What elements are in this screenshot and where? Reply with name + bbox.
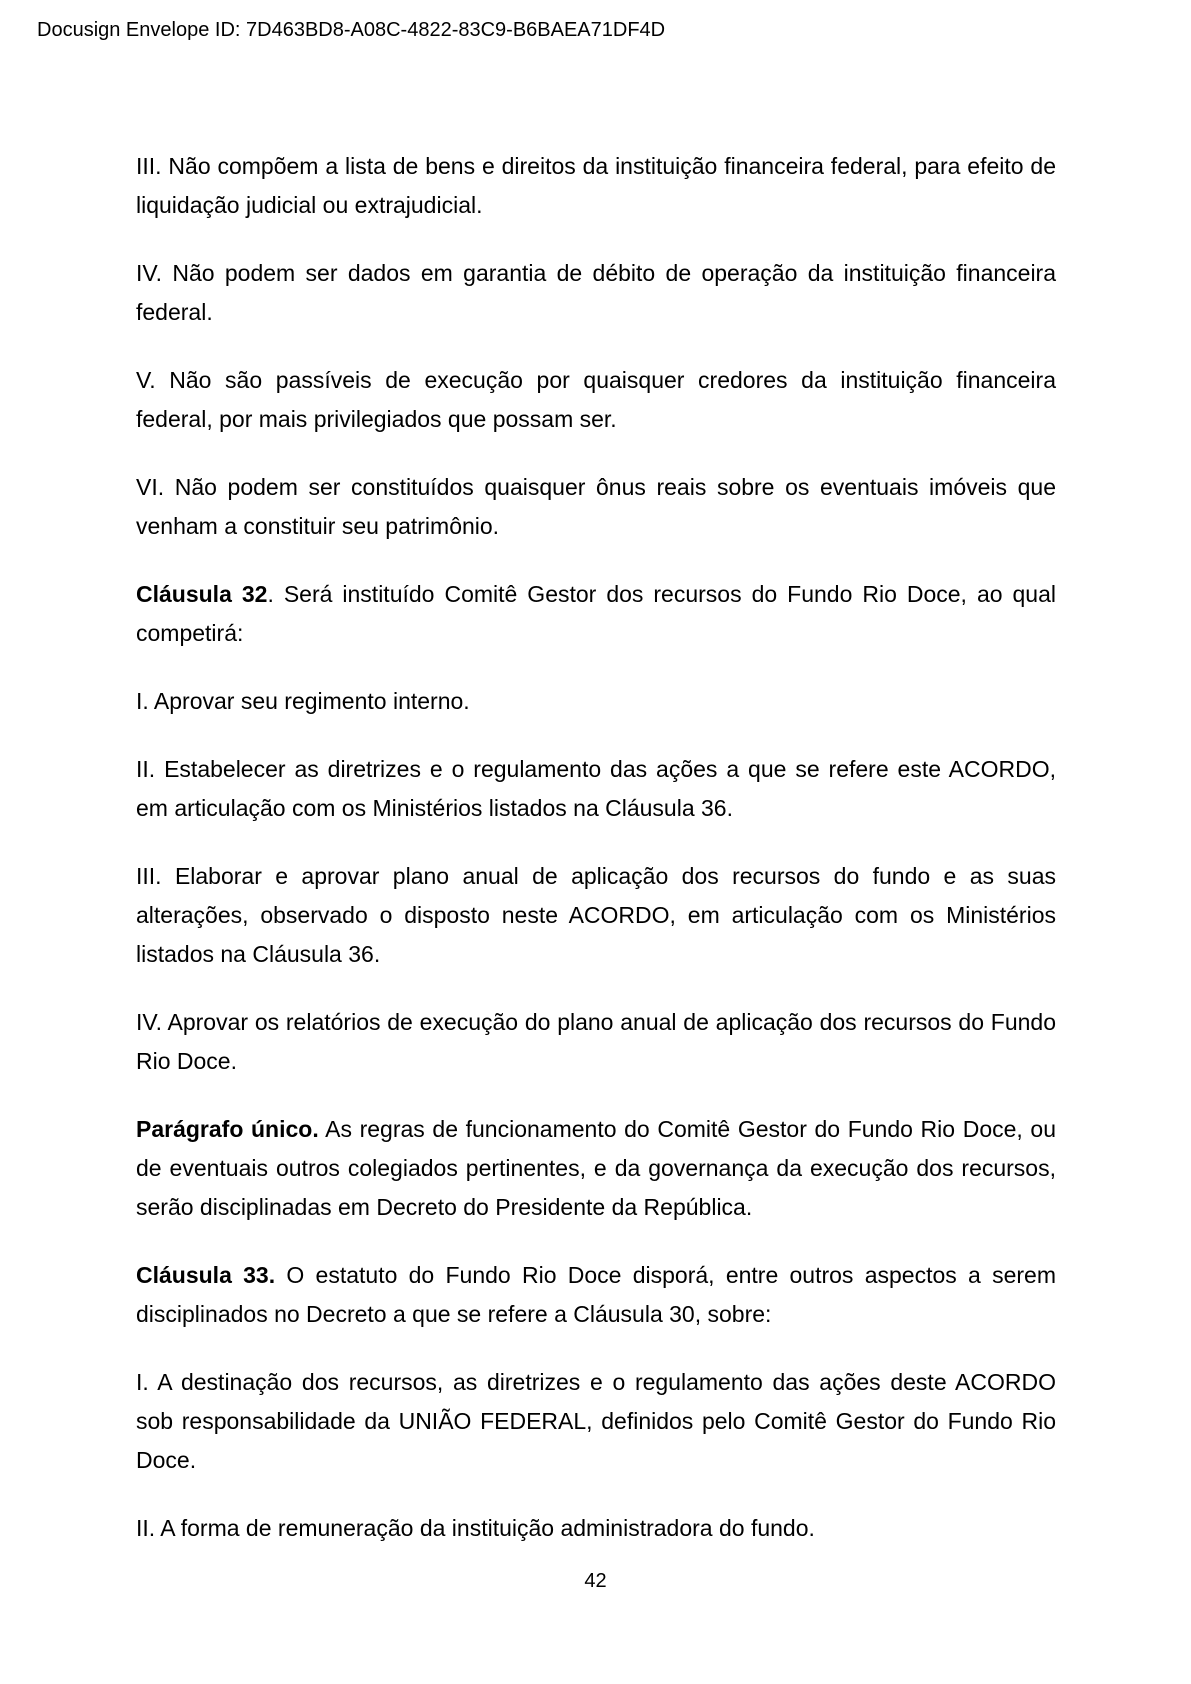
clause-label: Parágrafo único. <box>136 1116 319 1142</box>
paragraph-text: I. A destinação dos recursos, as diretrizes e o regulamento das ações deste ACORDO sob responsabilidade da UNIÃO FEDERAL, definidos pelo Comitê Gestor do Fundo Rio Doce. <box>136 1369 1056 1473</box>
paragraph-text: IV. Aprovar os relatórios de execução do plano anual de aplicação dos recursos do Fundo Rio Doce. <box>136 1009 1056 1074</box>
paragraph-item-iii <box>136 147 1056 225</box>
paragraph-clausula-33 <box>136 1256 1056 1334</box>
paragraph-text: III. Não compõem a lista de bens e direitos da instituição financeira federal, para efeito de liquidação judicial ou extrajudicial. <box>136 153 1056 218</box>
paragraph-text: IV. Não podem ser dados em garantia de débito de operação da instituição financeira federal. <box>136 260 1056 325</box>
paragraph-text: V. Não são passíveis de execução por quaisquer credores da instituição financeira federal, por mais privilegiados que possam ser. <box>136 367 1056 432</box>
paragraph-text: III. Elaborar e aprovar plano anual de aplicação dos recursos do fundo e as suas alterações, observado o disposto neste ACORDO, em articulação com os Ministérios listados na Cláusula 36. <box>136 863 1056 967</box>
docusign-envelope-header <box>37 19 665 42</box>
paragraph-item-vi <box>136 468 1056 546</box>
paragraph-item-iii-2 <box>136 857 1056 974</box>
paragraph-text: II. Estabelecer as diretrizes e o regulamento das ações a que se refere este ACORDO, em articulação com os Ministérios listados na Cláusula 36. <box>136 756 1056 821</box>
clause-label: Cláusula 32 <box>136 581 268 607</box>
document-body <box>136 147 1056 1577</box>
paragraph-text: . Será instituído Comitê Gestor dos recursos do Fundo Rio Doce, ao qual competirá: <box>136 581 1057 646</box>
paragraph-paragrafo-unico <box>136 1110 1056 1227</box>
paragraph-text: As regras de funcionamento do Comitê Gestor do Fundo Rio Doce, ou de eventuais outros colegiados pertinentes, e da governança da execução dos recursos, serão disciplinadas em Decreto do Presidente da República. <box>136 1116 1057 1220</box>
docusign-envelope-id: Docusign Envelope ID: 7D463BD8-A08C-4822-83C9-B6BAEA71DF4D <box>37 19 666 41</box>
paragraph-text: II. A forma de remuneração da instituição administradora do fundo. <box>136 1515 815 1541</box>
paragraph-item-ii <box>136 750 1056 828</box>
paragraph-item-iv-2 <box>136 1003 1056 1081</box>
paragraph-text: O estatuto do Fundo Rio Doce disporá, entre outros aspectos a serem disciplinados no Decreto a que se refere a Cláusula 30, sobre: <box>136 1262 1056 1327</box>
paragraph-item-i-2 <box>136 1363 1056 1480</box>
paragraph-item-i <box>136 682 1056 721</box>
page-number: 42 <box>584 1570 607 1592</box>
page-footer <box>0 1570 1191 1593</box>
paragraph-text: VI. Não podem ser constituídos quaisquer ônus reais sobre os eventuais imóveis que venham a constituir seu patrimônio. <box>136 474 1056 539</box>
paragraph-text: I. Aprovar seu regimento interno. <box>136 688 470 714</box>
paragraph-item-iv <box>136 254 1056 332</box>
clause-label: Cláusula 33. <box>136 1262 276 1288</box>
paragraph-clausula-32 <box>136 575 1056 653</box>
paragraph-item-ii-2 <box>136 1509 1056 1548</box>
paragraph-item-v <box>136 361 1056 439</box>
